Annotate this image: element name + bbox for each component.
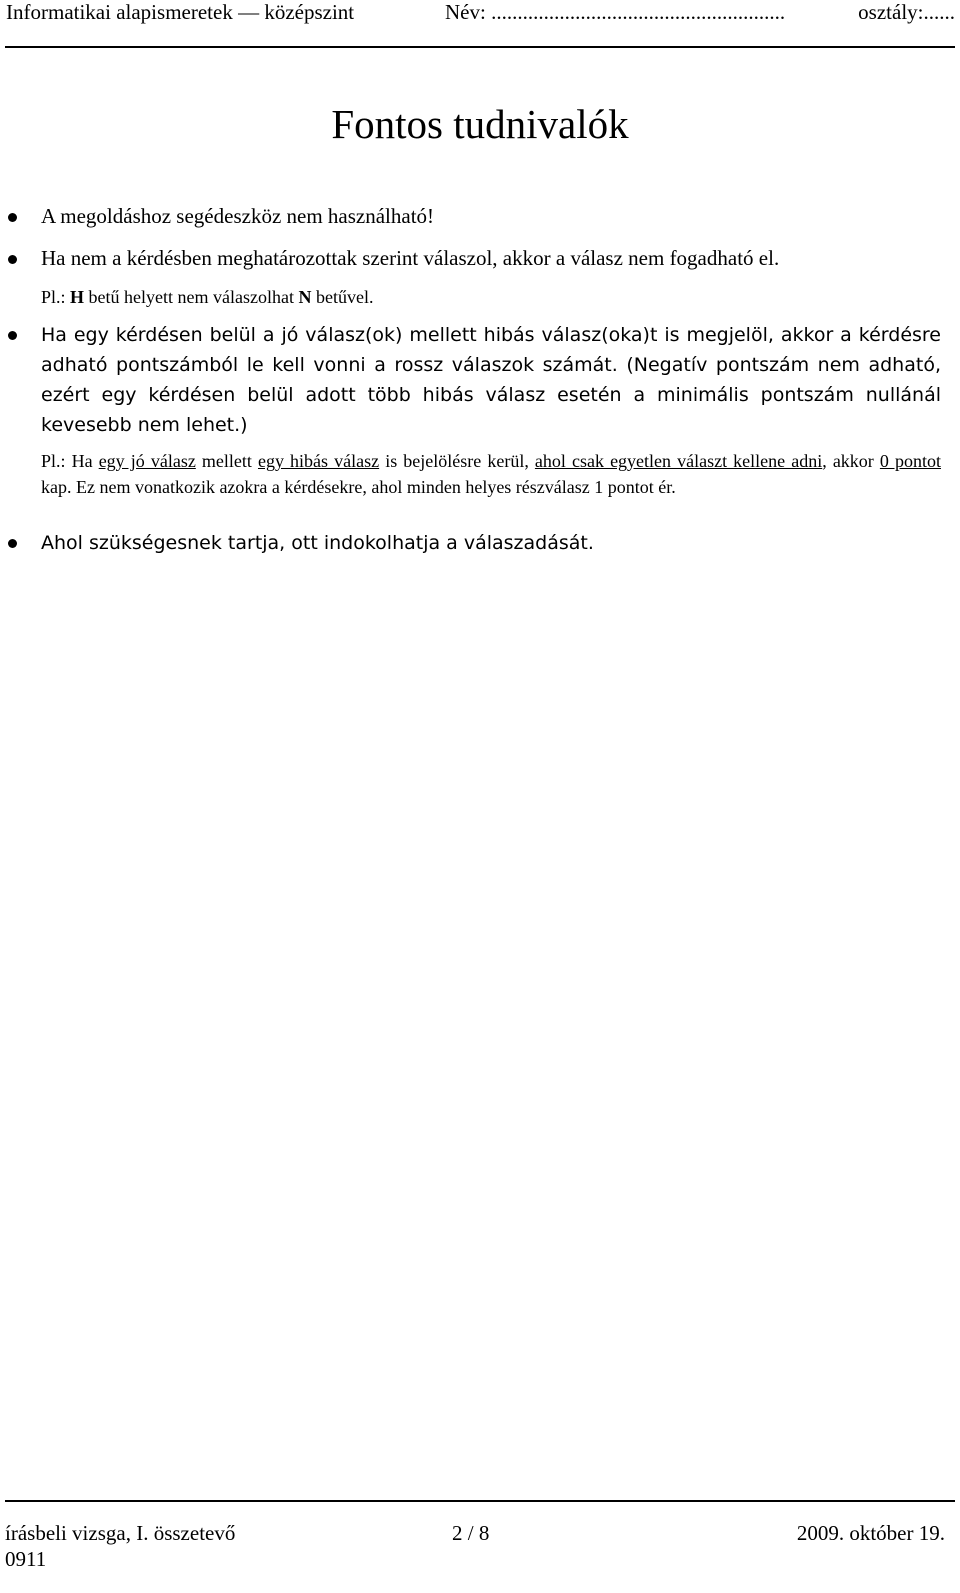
footer-date: 2009. október 19. (796, 1521, 945, 1545)
header-divider (5, 46, 955, 48)
footer-divider (5, 1500, 955, 1502)
item-text: Ha nem a kérdésben meghatározottak szerint válaszol, akkor a válasz nem fogadható el. (41, 246, 780, 270)
example-text: Pl.: Ha egy jó válasz mellett egy hibás válasz is bejelölésre kerül, ahol csak egyetlen választ kellene adni, akkor 0 pontot kap. Ez nem vonatkozik azokra a kérdésekre, ahol minden helyes részválasz 1 pontot ér. (41, 451, 941, 497)
list-item (41, 320, 941, 440)
list-item (41, 243, 941, 274)
page-number: 2 / 8 (452, 1521, 490, 1545)
bullet-icon (8, 331, 17, 340)
page-header (5, 0, 955, 48)
header-subject: Informatikai alapismeretek — középszint (6, 0, 355, 24)
bullet-icon (8, 539, 17, 548)
bullet-icon (8, 213, 17, 222)
header-class-field: osztály:...... (858, 0, 955, 24)
example-text: Pl.: H betű helyett nem válaszolhat N betűvel. (41, 287, 374, 307)
item-text: Ahol szükségesnek tartja, ott indokolhatja a válaszadását. (41, 532, 594, 554)
list-item (41, 528, 941, 558)
page-title: Fontos tudnivalók (331, 101, 629, 147)
item-text: A megoldáshoz segédeszköz nem használható! (41, 204, 435, 228)
item-text: Ha egy kérdésen belül a jó válasz(ok) mellett hibás válasz(oka)t is megjelöl, akkor a kérdésre adható pontszámból le kell vonni a rossz válaszok számát. (Negatív pontszám nem adható, ezért egy kérdésen belül adott több hibás válasz esetén a minimális pontszám nullánál kevesebb nem lehet.) (41, 324, 941, 436)
header-name-field: Név: ........................................................ (445, 0, 786, 24)
footer-exam-label: írásbeli vizsga, I. összetevő (5, 1521, 236, 1545)
bullet-icon (8, 255, 17, 264)
list-item (41, 201, 941, 232)
footer-code: 0911 (5, 1547, 47, 1571)
